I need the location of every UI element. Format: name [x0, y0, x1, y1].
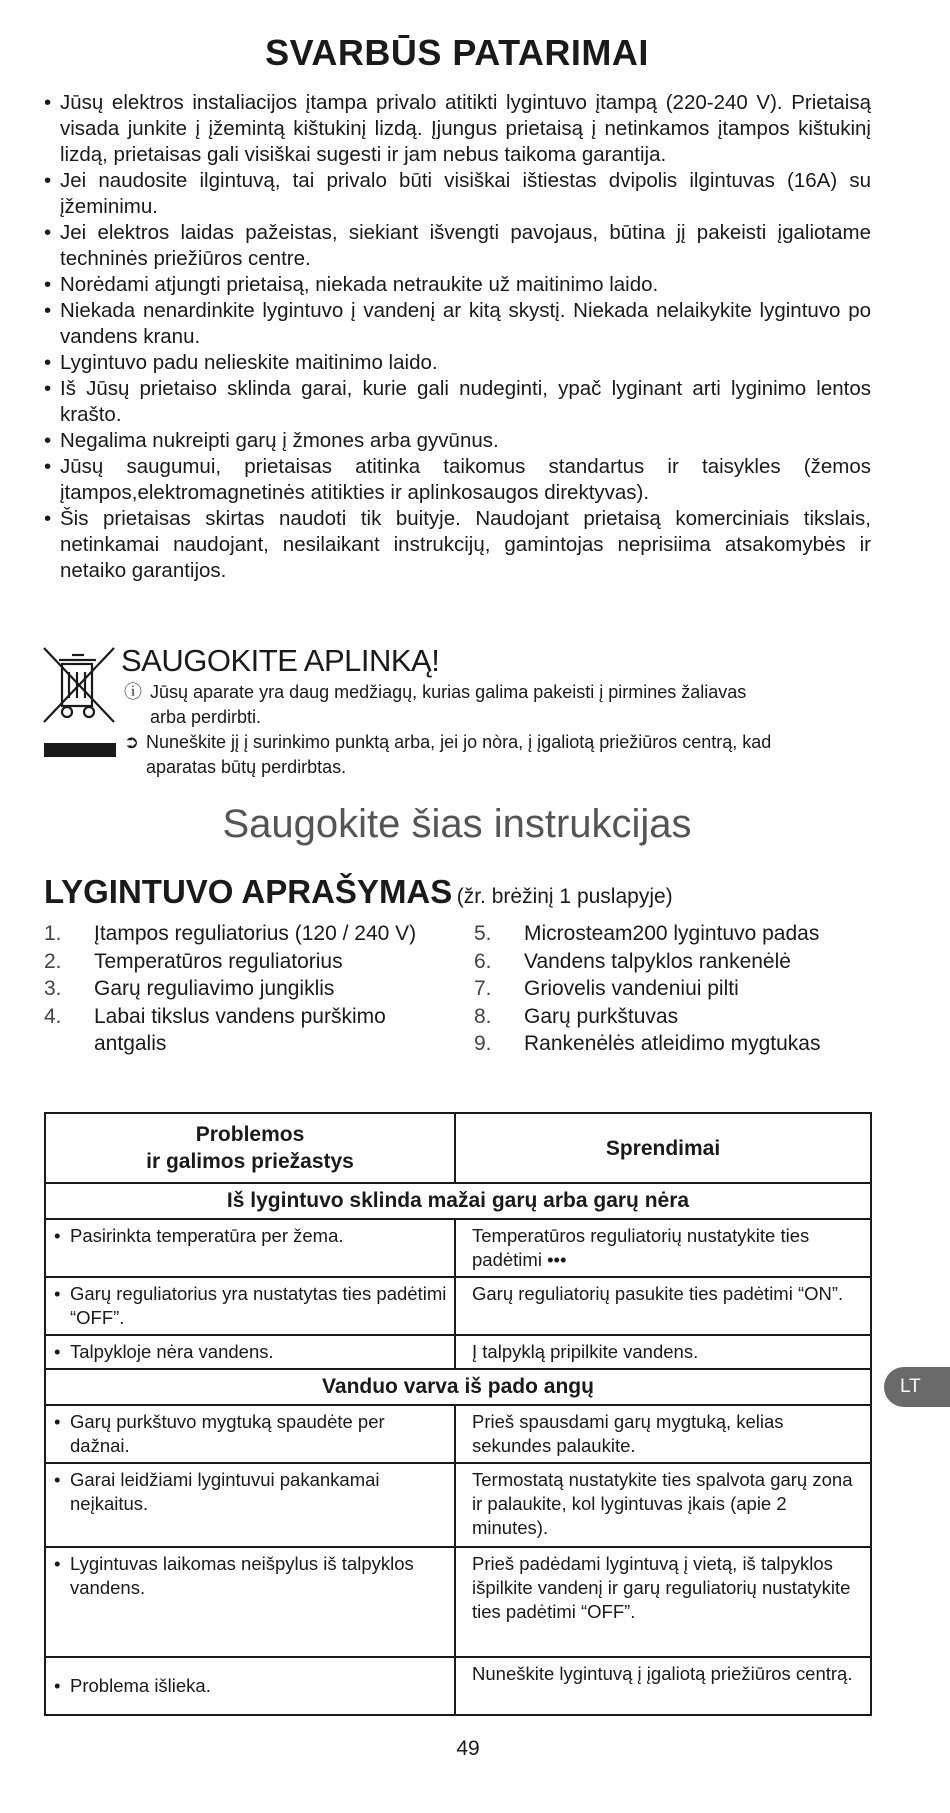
description-subtitle: (žr. brėžinį 1 puslapyje): [456, 885, 673, 908]
list-item: 6. Vandens talpyklos rankenėlė: [474, 949, 791, 973]
list-item: 3. Garų reguliavimo jungiklis: [44, 977, 335, 1000]
environment-recycle-line: aparatas būtų perdirbtas.: [146, 757, 347, 777]
table-row: [45, 1335, 871, 1369]
table-row: [45, 1463, 871, 1547]
list-item: 1. Įtampos reguliatorius (120 / 240 V): [44, 922, 417, 945]
solution-cell: Nuneškite lygintuvą į įgaliotą priežiūros centrą.: [455, 1657, 871, 1715]
solution-cell: Į talpyklą pripilkite vandens.: [455, 1335, 871, 1369]
problem-cell: • Garai leidžiami lygintuvui pakankamai neįkaitus.: [45, 1463, 455, 1547]
solution-cell: Prieš spausdami garų mygtuką, kelias sekundes palaukite.: [455, 1405, 871, 1463]
list-item: 8. Garų purkštuvas: [474, 1004, 679, 1028]
list-item: 7. Griovelis vandeniui pilti: [474, 977, 739, 1000]
solution-cell: Temperatūros reguliatorių nustatykite ties padėtimi •••: [455, 1219, 871, 1277]
table-header-row: [45, 1113, 871, 1183]
table-row: [45, 1405, 871, 1463]
safety-tips-list: [44, 90, 871, 584]
page-number: 49: [456, 1737, 480, 1760]
environment-info-line: arba perdirbti.: [150, 707, 262, 727]
list-item: • Norėdami atjungti prietaisą, niekada netraukite už maitinimo laido.: [44, 272, 871, 298]
table-row: [45, 1547, 871, 1657]
table-row: [45, 1219, 871, 1277]
list-item: 5. Microsteam200 lygintuvo padas: [474, 922, 820, 945]
problem-cell: • Pasirinkta temperatūra per žema.: [45, 1219, 455, 1277]
problem-cell: • Garų purkštuvo mygtuką spaudėte per dažnai.: [45, 1405, 455, 1463]
problem-cell: • Problema išlieka.: [45, 1657, 455, 1715]
solutions-column-header: Sprendimai: [455, 1113, 871, 1183]
list-item: • Negalima nukreipti garų į žmones arba gyvūnus.: [44, 428, 871, 454]
list-item: 2. Temperatūros reguliatorius: [44, 949, 343, 973]
arrow-icon: ➲: [124, 732, 140, 752]
parts-list-right: [474, 920, 894, 1058]
info-icon: ⓘ: [124, 682, 142, 702]
list-item: 9. Rankenėlės atleidimo mygtukas: [474, 1032, 821, 1055]
section-heading: Iš lygintuvo sklinda mažai garų arba garų nėra: [45, 1183, 871, 1219]
problem-cell: • Garų reguliatorius yra nustatytas ties padėtimi “OFF”.: [45, 1277, 455, 1335]
list-item: • Lygintuvo padu nelieskite maitinimo laido.: [44, 350, 871, 376]
crossed-out-wheelie-bin-icon: [42, 646, 116, 724]
list-item: • Jūsų elektros instaliacijos įtampa privalo atitikti lygintuvo įtampą (220-240 V). Prietaisą visada junkite į įžemintą kištukinį lizdą. Įjungus prietaisą į netinkamos įtampos kištukinį lizdą, prietaisas gali visiškai sugesti ir jam nebus taikoma garantija.: [44, 90, 871, 168]
list-item: • Niekada nenardinkite lygintuvo į vandenį ar kitą skystį. Niekada nelaikykite lygintuvo po vandens kranu.: [44, 298, 871, 350]
solution-cell: Garų reguliatorių pasukite ties padėtimi “ON”.: [455, 1277, 871, 1335]
problem-cell: • Talpykloje nėra vandens.: [45, 1335, 455, 1369]
table-section-row: [45, 1369, 871, 1405]
solution-cell: Prieš padėdami lygintuvą į vietą, iš talpyklos išpilkite vandenį ir garų reguliatorių nustatykite ties padėtimi “OFF”.: [455, 1547, 871, 1657]
problems-column-header: Problemos ir galimos priežastys: [45, 1113, 455, 1183]
environment-info-line: ⓘ Jūsų aparate yra daug medžiagų, kurias galima pakeisti į pirmines žaliavas: [124, 682, 747, 702]
list-item: • Iš Jūsų prietaiso sklinda garai, kurie gali nudeginti, ypač lyginant arti lyginimo lentos krašto.: [44, 376, 871, 428]
table-section-row: [45, 1183, 871, 1219]
language-tab: LT: [884, 1367, 950, 1407]
keep-instructions-heading: Saugokite šias instrukcijas: [222, 802, 692, 846]
description-heading: [44, 873, 673, 911]
problem-cell: • Lygintuvas laikomas neišpylus iš talpyklos vandens.: [45, 1547, 455, 1657]
list-item: • Šis prietaisas skirtas naudoti tik buityje. Naudojant prietaisą komerciniais tikslais, netinkamai naudojant, nesilaikant instrukcijų, gamintojas neprisiima atsakomybės ir netaiko garantijos.: [44, 506, 871, 584]
troubleshooting-table: [44, 1112, 872, 1716]
list-item: • Jei elektros laidas pažeistas, siekiant išvengti pavojaus, būtina jį pakeisti įgaliotame techninės priežiūros centre.: [44, 220, 871, 272]
parts-list-left: [44, 920, 444, 1058]
environment-recycle-line: ➲ Nuneškite jį į surinkimo punktą arba, jei jo nòra, į įgaliotą priežiūros centrą, kad: [124, 732, 772, 752]
divider-bar: [44, 743, 116, 757]
table-row: [45, 1277, 871, 1335]
list-item: 4. Labai tikslus vandens purškimo antgalis: [44, 1004, 386, 1055]
list-item: • Jūsų saugumui, prietaisas atitinka taikomus standartus ir taisykles (žemos įtampos,elektromagnetinės atitikties ir aplinkosaugos direktyvas).: [44, 454, 871, 506]
page-title: SVARBŪS PATARIMAI: [265, 32, 649, 73]
list-item: • Jei naudosite ilgintuvą, tai privalo būti visiškai ištiestas dvipolis ilgintuvas (16A) su įžeminimu.: [44, 168, 871, 220]
table-row: [45, 1657, 871, 1715]
description-title: LYGINTUVO APRAŠYMAS: [44, 873, 453, 910]
environment-heading: SAUGOKITE APLINKĄ!: [121, 643, 440, 678]
section-heading: Vanduo varva iš pado angų: [45, 1369, 871, 1405]
solution-cell: Termostatą nustatykite ties spalvota garų zona ir palaukite, kol lygintuvas įkais (apie 2 minutes).: [455, 1463, 871, 1547]
